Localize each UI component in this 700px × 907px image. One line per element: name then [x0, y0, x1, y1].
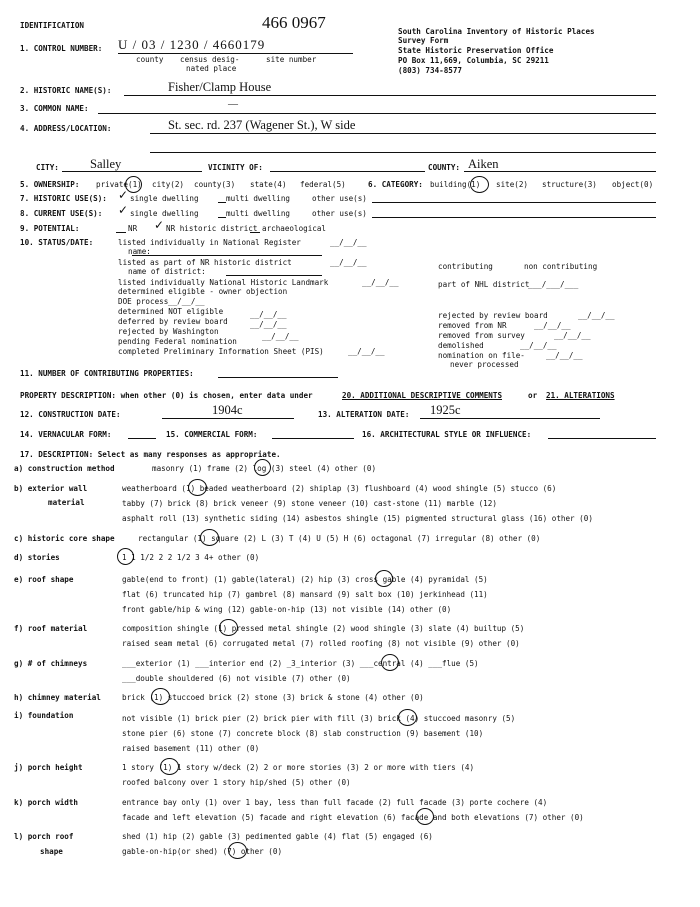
- description-heading: 17. DESCRIPTION: Select as many responses as appropriate.: [20, 450, 281, 459]
- section-b-label-2: material: [48, 498, 85, 507]
- additional-comments-link[interactable]: 20. ADDITIONAL DESCRIPTIVE COMMENTS: [342, 391, 503, 400]
- check-mark: ✓: [118, 203, 129, 217]
- category-label: 6. CATEGORY:: [368, 180, 423, 189]
- alteration-date-label: 13. ALTERATION DATE:: [318, 410, 410, 419]
- potential-nr-district[interactable]: NR historic district: [166, 224, 258, 233]
- current-use-label: 8. CURRENT USE(S):: [20, 209, 103, 218]
- status-option[interactable]: determined eligible - owner objection: [118, 287, 288, 296]
- category-structure[interactable]: structure(3): [542, 180, 597, 189]
- status-option[interactable]: part of NHL district: [438, 280, 530, 289]
- selection-circle: [470, 176, 489, 193]
- agency-line: PO Box 11,669, Columbia, SC 29211: [398, 56, 549, 65]
- section-j-options[interactable]: roofed balcony over 1 story hip/shed (5) other (0): [122, 778, 351, 787]
- control-sub-census: census desig-: [180, 55, 240, 64]
- date-blank: __/__/__: [348, 347, 385, 356]
- section-j-options[interactable]: 1 story (1) 1 story w/deck (2) 2 or more stories (3) 2 or more with tiers (4): [122, 763, 475, 772]
- historic-name-label: 2. HISTORIC NAME(S):: [20, 86, 112, 95]
- status-option[interactable]: completed Preliminary Information Sheet (PIS): [118, 347, 324, 356]
- section-h-label: h) chimney material: [14, 693, 101, 702]
- potential-label: 9. POTENTIAL:: [20, 224, 80, 233]
- date-blank: __/__/__: [546, 351, 583, 360]
- status-option[interactable]: determined NOT eligible: [118, 307, 224, 316]
- county-label: COUNTY:: [428, 163, 461, 172]
- historic-use-multi[interactable]: multi dwelling: [226, 194, 291, 203]
- current-use-multi[interactable]: multi dwelling: [226, 209, 291, 218]
- section-f-label: f) roof material: [14, 624, 88, 633]
- city-label: CITY:: [36, 163, 59, 172]
- selection-circle: [117, 548, 134, 565]
- section-e-options[interactable]: front gable/hip & wing (12) gable-on-hip (13) not visible (14) other (0): [122, 605, 452, 614]
- control-sub-site: site number: [266, 55, 317, 64]
- section-c-options[interactable]: rectangular (1) square (2) L (3) T (4) U (5) H (6) octagonal (7) irregular (8) other (0): [138, 534, 541, 543]
- current-use-single[interactable]: single dwelling: [130, 209, 199, 218]
- common-name-value[interactable]: —: [228, 99, 238, 110]
- status-option[interactable]: non contributing: [524, 262, 598, 271]
- control-number-label: 1. CONTROL NUMBER:: [20, 44, 103, 53]
- county-value[interactable]: Aiken: [468, 157, 499, 171]
- selection-circle: [416, 808, 434, 825]
- vicinity-label: VICINITY OF:: [208, 163, 263, 172]
- section-a-label: a) construction method: [14, 464, 115, 473]
- historic-use-other[interactable]: other use(s): [312, 194, 367, 203]
- section-g-label: g) # of chimneys: [14, 659, 88, 668]
- agency-line: South Carolina Inventory of Historic Places: [398, 27, 595, 36]
- historic-use-label: 7. HISTORIC USE(S):: [20, 194, 107, 203]
- status-option: never processed: [450, 360, 519, 369]
- section-h-options[interactable]: brick (1) stuccoed brick (2) stone (3) brick & stone (4) other (0): [122, 693, 424, 702]
- selection-circle: [381, 654, 399, 671]
- status-option[interactable]: listed individually National Historic Landmark: [118, 278, 329, 287]
- section-l-label-2: shape: [40, 847, 63, 856]
- status-option[interactable]: listed individually in National Register: [118, 238, 301, 247]
- date-blank: __/__/__: [168, 297, 205, 306]
- section-l-options[interactable]: gable-on-hip(or shed) (7) other (0): [122, 847, 283, 856]
- section-i-options[interactable]: raised basement (11) other (0): [122, 744, 260, 753]
- city-value[interactable]: Salley: [90, 157, 122, 171]
- date-blank: __/__/__: [520, 341, 557, 350]
- status-option[interactable]: removed from survey: [438, 331, 525, 340]
- section-b-label: b) exterior wall: [14, 484, 88, 493]
- section-e-options[interactable]: gable(end to front) (1) gable(lateral) (2) hip (3) cross gable (4) pyramidal (5): [122, 575, 488, 584]
- ownership-federal[interactable]: federal(5): [300, 180, 346, 189]
- agency-line: Survey Form: [398, 36, 449, 45]
- date-blank: __/__/__: [330, 258, 367, 267]
- potential-archaeological[interactable]: archaeological: [262, 224, 327, 233]
- section-a-options[interactable]: masonry (1) frame (2) log (3) steel (4) other (0): [152, 464, 377, 473]
- ownership-city[interactable]: city(2): [152, 180, 185, 189]
- construction-date-label: 12. CONSTRUCTION DATE:: [20, 410, 121, 419]
- status-option[interactable]: nomination on file-: [438, 351, 525, 360]
- date-blank: __/__/__: [362, 278, 399, 287]
- status-option[interactable]: contributing: [438, 262, 493, 271]
- or-text: or: [528, 391, 538, 400]
- date-blank: __/__/__: [250, 320, 287, 329]
- status-option[interactable]: demolished: [438, 341, 484, 350]
- category-building[interactable]: building(1): [430, 180, 481, 189]
- control-number-value[interactable]: U / 03 / 1230 / 4660179: [118, 37, 266, 52]
- status-option[interactable]: rejected by review board: [438, 311, 548, 320]
- section-e-options[interactable]: flat (6) truncated hip (7) gambrel (8) mansard (9) salt box (10) jerkinhead (11): [122, 590, 488, 599]
- section-b-options[interactable]: asphalt roll (13) synthetic siding (14) asbestos shingle (15) pigmented structural glass (16) other (0): [122, 514, 593, 523]
- selection-circle: [254, 459, 271, 476]
- status-option: name:: [128, 247, 151, 256]
- construction-date-value[interactable]: 1904c: [212, 403, 243, 417]
- historic-use-single[interactable]: single dwelling: [130, 194, 199, 203]
- control-sub-county: county: [136, 55, 164, 64]
- section-d-label: d) stories: [14, 553, 60, 562]
- section-i-label: i) foundation: [14, 711, 74, 720]
- ownership-label: 5. OWNERSHIP:: [20, 180, 80, 189]
- commercial-form-label: 15. COMMERCIAL FORM:: [166, 430, 258, 439]
- date-blank: ___/___/___: [528, 280, 579, 289]
- potential-nr[interactable]: NR: [128, 224, 138, 233]
- status-label: 10. STATUS/DATE:: [20, 238, 94, 247]
- section-l-label: l) porch roof: [14, 832, 74, 841]
- property-description-note: PROPERTY DESCRIPTION: when other (0) is chosen, enter data under: [20, 391, 313, 400]
- section-j-label: j) porch height: [14, 763, 83, 772]
- status-option[interactable]: listed as part of NR historic district: [118, 258, 292, 267]
- alterations-link[interactable]: 21. ALTERATIONS: [546, 391, 615, 400]
- handwritten-site-id: 466 0967: [262, 13, 326, 32]
- ownership-county[interactable]: county(3): [194, 180, 236, 189]
- selection-circle: [160, 758, 179, 775]
- section-i-options[interactable]: not visible (1) brick pier (2) brick pier with fill (3) brick (4) stuccoed masonry (5): [122, 714, 516, 723]
- address-label: 4. ADDRESS/LOCATION:: [20, 124, 112, 133]
- date-blank: __/__/__: [554, 331, 591, 340]
- status-option[interactable]: DOE process: [118, 297, 169, 306]
- contributing-label: 11. NUMBER OF CONTRIBUTING PROPERTIES:: [20, 369, 194, 378]
- identification-heading: IDENTIFICATION: [20, 21, 85, 30]
- address-value[interactable]: St. sec. rd. 237 (Wagener St.), W side: [168, 118, 356, 132]
- section-g-options[interactable]: ___double shouldered (6) not visible (7) other (0): [122, 674, 351, 683]
- section-f-options[interactable]: composition shingle (1) pressed metal shingle (2) wood shingle (3) slate (4) builtup (5): [122, 624, 525, 633]
- section-d-options[interactable]: 1 1 1/2 2 2 1/2 3 4+ other (0): [122, 553, 260, 562]
- section-k-options[interactable]: entrance bay only (1) over 1 bay, less than full facade (2) full facade (3) porte cochere (4): [122, 798, 548, 807]
- historic-name-value[interactable]: Fisher/Clamp House: [168, 80, 272, 94]
- selection-circle: [219, 619, 238, 636]
- status-option[interactable]: removed from NR: [438, 321, 507, 330]
- date-blank: __/__/__: [578, 311, 615, 320]
- agency-line: State Historic Preservation Office: [398, 46, 554, 55]
- status-option[interactable]: deferred by review board: [118, 317, 228, 326]
- status-option[interactable]: pending Federal nomination: [118, 337, 237, 346]
- section-e-label: e) roof shape: [14, 575, 74, 584]
- category-site[interactable]: site(2): [496, 180, 529, 189]
- section-l-options[interactable]: shed (1) hip (2) gable (3) pedimented gable (4) flat (5) engaged (6): [122, 832, 433, 841]
- date-blank: __/__/__: [534, 321, 571, 330]
- section-k-label: k) porch width: [14, 798, 79, 807]
- selection-circle: [228, 842, 247, 859]
- date-blank: __/__/__: [262, 332, 299, 341]
- date-blank: __/__/__: [330, 238, 367, 247]
- section-b-options[interactable]: tabby (7) brick (8) brick veneer (9) stone veneer (10) cast-stone (11) marble (12): [122, 499, 497, 508]
- check-mark: ✓: [118, 188, 129, 202]
- agency-line: (803) 734-8577: [398, 66, 463, 75]
- section-g-options[interactable]: ___exterior (1) ___interior end (2) _3_interior (3) ___central (4) ___flue (5): [122, 659, 479, 668]
- check-mark: ✓: [154, 218, 165, 232]
- architectural-style-label: 16. ARCHITECTURAL STYLE OR INFLUENCE:: [362, 430, 532, 439]
- selection-circle: [151, 688, 170, 705]
- date-blank: __/__/__: [250, 310, 287, 319]
- section-k-options[interactable]: facade and left elevation (5) facade and right elevation (6) facade and both elevations (7) other (0): [122, 813, 584, 822]
- selection-circle: [200, 529, 219, 546]
- ownership-state[interactable]: state(4): [250, 180, 287, 189]
- section-i-options[interactable]: stone pier (6) stone (7) concrete block (8) slab construction (9) basement (10): [122, 729, 484, 738]
- selection-circle: [188, 479, 207, 496]
- vernacular-label: 14. VERNACULAR FORM:: [20, 430, 112, 439]
- section-b-options[interactable]: weatherboard (1) beaded weatherboard (2) shiplap (3) flushboard (4) wood shingle (5) stucco (6): [122, 484, 557, 493]
- control-sub-census-2: nated place: [186, 64, 237, 73]
- selection-circle: [398, 709, 417, 726]
- category-object[interactable]: object(0): [612, 180, 654, 189]
- selection-circle: [375, 570, 393, 587]
- common-name-label: 3. COMMON NAME:: [20, 104, 89, 113]
- alteration-date-value[interactable]: 1925c: [430, 403, 461, 417]
- section-c-label: c) historic core shape: [14, 534, 115, 543]
- current-use-other[interactable]: other use(s): [312, 209, 367, 218]
- status-option: name of district:: [128, 267, 206, 276]
- status-option[interactable]: rejected by Washington: [118, 327, 219, 336]
- ownership-private[interactable]: private(1): [96, 180, 142, 189]
- section-f-options[interactable]: raised seam metal (6) corrugated metal (7) rolled roofing (8) not visible (9) other (0): [122, 639, 520, 648]
